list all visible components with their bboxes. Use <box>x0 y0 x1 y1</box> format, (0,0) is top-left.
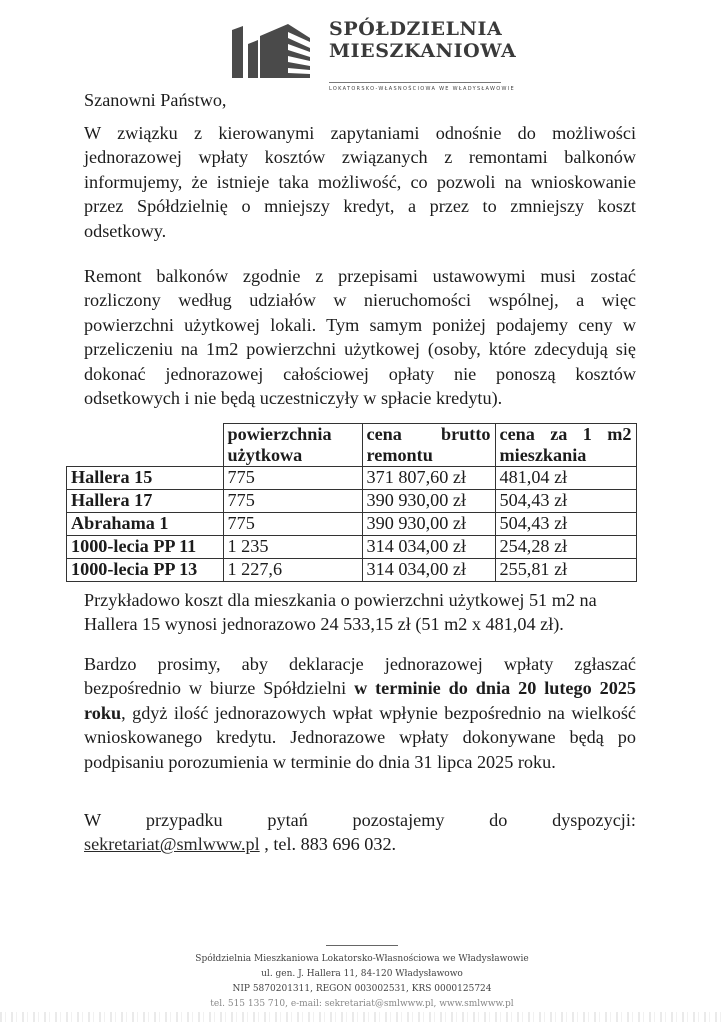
gross-cost-cell: 390 930,00 zł <box>362 513 495 536</box>
building-cell: 1000-lecia PP 11 <box>67 536 224 559</box>
table-header-empty <box>67 424 224 467</box>
paragraph-contact <box>84 808 636 857</box>
footer-registry: NIP 5870201311, REGON 003002531, KRS 0000125724 <box>232 984 492 994</box>
gross-cost-cell: 371 807,60 zł <box>362 467 495 490</box>
gross-cost-cell: 314 034,00 zł <box>362 536 495 559</box>
scan-noise <box>0 1012 724 1022</box>
building-cell: Hallera 17 <box>67 490 224 513</box>
building-cell: Hallera 15 <box>67 467 224 490</box>
price-per-m2-cell: 254,28 zł <box>495 536 636 559</box>
deadline-bold: w terminie do dnia 20 lutego 2025 roku <box>84 678 636 723</box>
footer-divider <box>326 945 398 946</box>
price-per-m2-cell: 255,81 zł <box>495 559 636 582</box>
greeting: Szanowni Państwo, <box>84 90 227 110</box>
building-logo-icon <box>232 24 310 78</box>
table-row <box>67 536 637 559</box>
paragraph-deadline <box>84 652 636 774</box>
contact-line: W przypadku pytań pozostajemy do dyspozycji: <box>84 810 636 830</box>
paragraph-settlement: Remont balkonów zgodnie z przepisami ustawowymi musi zostać rozliczony według udziałów w nieruchomości wspólnej, a więc powierzchni użytkowej lokali. Tym samym poniżej podajemy ceny w przeliczeniu na 1m2 powierzchni użytkowej (osoby, które zdecydują się dokonać jednorazowej całościowej opłaty nie ponoszą kosztów odsetkowych i nie będą uczestniczyły w spłacie kredytu). <box>84 266 636 409</box>
paragraph-intro: W związku z kierowanymi zapytaniami odnośnie do możliwości jednorazowej wpłaty kosztów związanych z remontami balkonów informujemy, że istnieje taka możliwość, co pozwoli na wnioskowanie przez Spółdzielnię o mniejszy kredyt, a przez to zmniejszy koszt odsetkowy. <box>84 123 636 241</box>
deadline-text-part2: , gdyż ilość jednorazowych wpłat wpłynie bezpośrednio na wielkość wnioskowanego kredytu. Jednorazowe wpłaty dokonywane będą po podpisaniu porozumienia w terminie do dnia 31 lipca 2025 roku. <box>84 702 636 772</box>
area-cell: 1 227,6 <box>223 559 362 582</box>
letter-footer <box>0 945 724 1012</box>
gross-cost-cell: 314 034,00 zł <box>362 559 495 582</box>
building-cell: Abrahama 1 <box>67 513 224 536</box>
paragraph-example: Przykładowo koszt dla mieszkania o powierzchni użytkowej 51 m2 na Hallera 15 wynosi jednorazowo 24 533,15 zł (51 m2 x 481,04 zł). <box>84 590 597 635</box>
letterhead-logo <box>232 18 517 92</box>
footer-org-name: Spółdzielnia Mieszkaniowa Lokatorsko-Własnościowa we Władysławowie <box>195 954 529 964</box>
area-cell: 775 <box>223 513 362 536</box>
price-per-m2-cell: 504,43 zł <box>495 513 636 536</box>
table-header-area: powierzchnia użytkowa <box>223 424 362 467</box>
footer-contact: tel. 515 135 710, e-mail: sekretariat@smlwww.pl, www.smlwww.pl <box>210 999 514 1009</box>
price-per-m2-cell: 481,04 zł <box>495 467 636 490</box>
contact-email-link[interactable]: sekretariat@smlwww.pl <box>84 834 260 855</box>
footer-address: ul. gen. J. Hallera 11, 84-120 Władysławowo <box>261 969 463 979</box>
area-cell: 775 <box>223 490 362 513</box>
table-header-row <box>67 424 637 467</box>
contact-details <box>84 832 636 856</box>
table-row <box>67 467 637 490</box>
gross-cost-cell: 390 930,00 zł <box>362 490 495 513</box>
contact-phone: , tel. 883 696 032. <box>259 834 397 855</box>
logo-divider <box>329 82 501 83</box>
building-cell: 1000-lecia PP 13 <box>67 559 224 582</box>
org-name: SPÓŁDZIELNIA MIESZKANIOWA <box>329 18 517 62</box>
pricing-table <box>66 423 637 582</box>
org-subtitle: LOKATORSKO-WŁASNOŚCIOWA WE WŁADYSŁAWOWIE <box>329 86 515 92</box>
deadline-text-part1: Bardzo prosimy, aby deklaracje jednorazowej wpłaty zgłaszać bezpośrednio w biurze Spółdzielni <box>84 654 636 699</box>
table-row <box>67 513 637 536</box>
table-header-price-per-m2: cena za 1 m2 mieszkania <box>495 424 636 467</box>
table-header-gross-cost: cena brutto remontu <box>362 424 495 467</box>
area-cell: 775 <box>223 467 362 490</box>
area-cell: 1 235 <box>223 536 362 559</box>
table-row <box>67 559 637 582</box>
price-per-m2-cell: 504,43 zł <box>495 490 636 513</box>
table-row <box>67 490 637 513</box>
